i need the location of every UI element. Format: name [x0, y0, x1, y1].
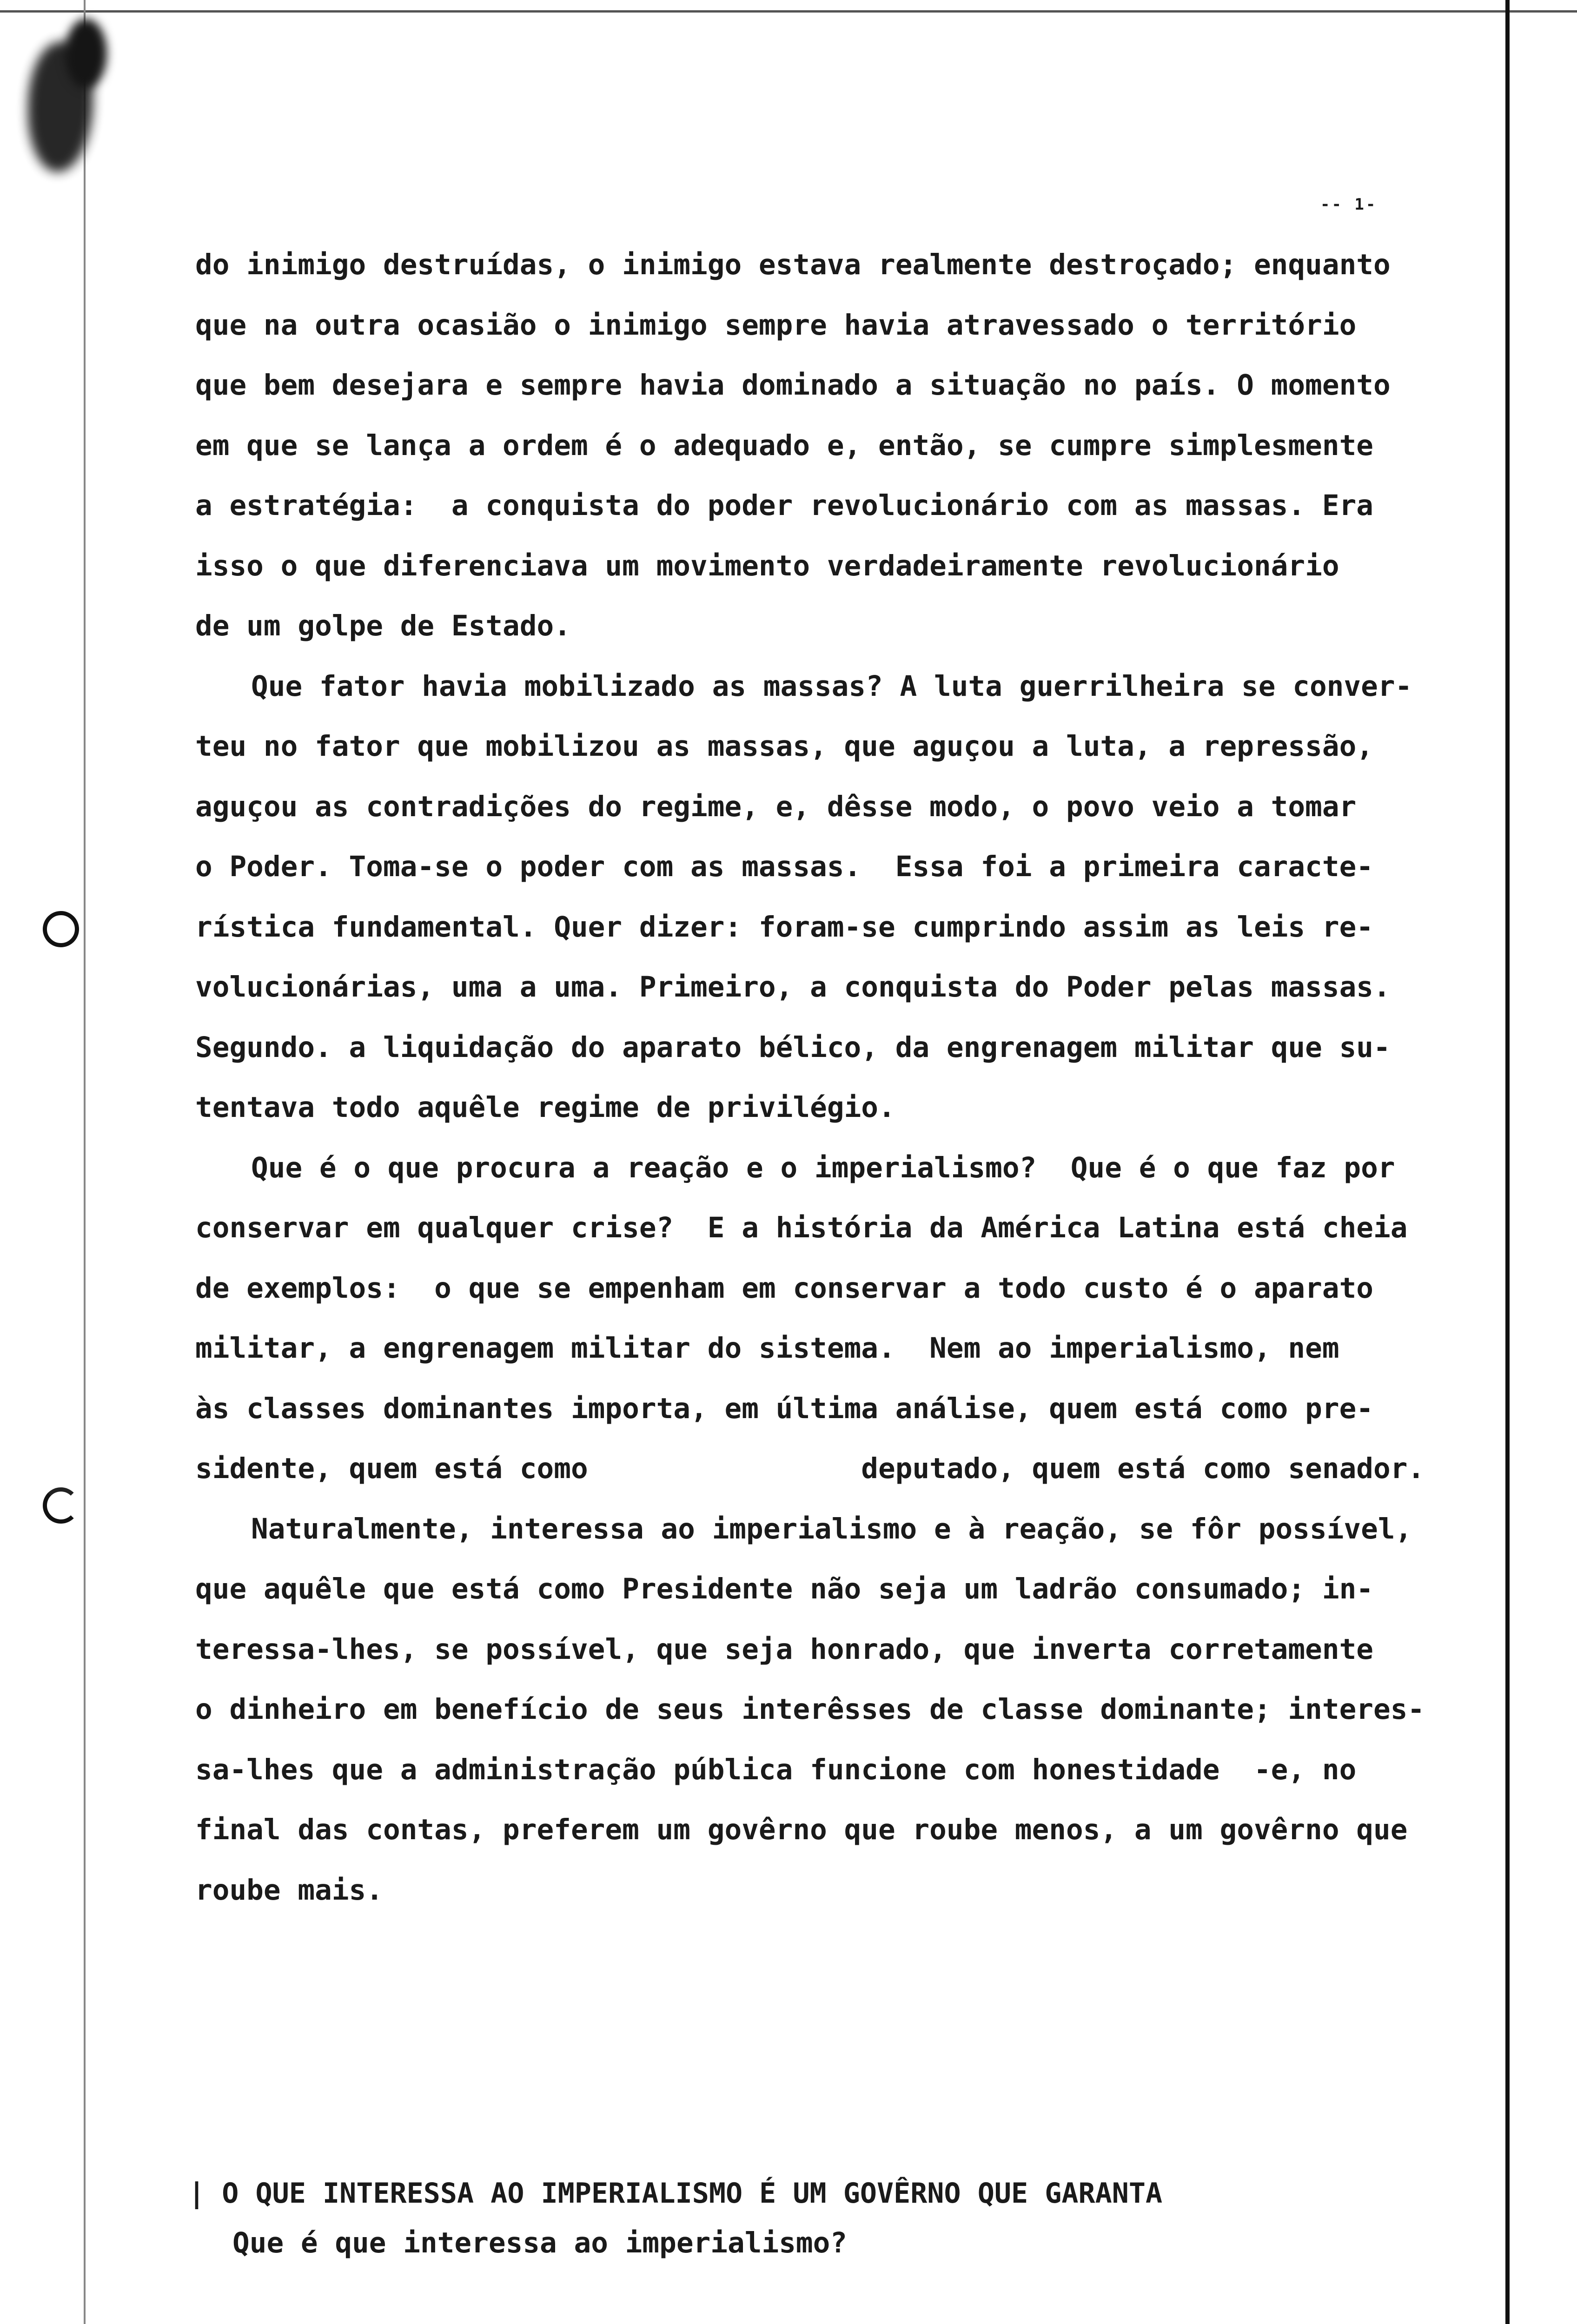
punch-hole-icon — [43, 1487, 79, 1524]
scan-edge-left — [84, 0, 86, 2324]
text-line: teu no fator que mobilizou as massas, que aguçou a luta, a repressão, — [195, 730, 1374, 763]
text-line: aguçou as contradições do regime, e, dêsse modo, o povo veio a tomar — [195, 790, 1357, 823]
text-line: militar, a engrenagem militar do sistema. Nem ao imperialismo, nem — [195, 1332, 1339, 1365]
text-line: final das contas, preferem um govêrno que roube menos, a um govêrno que — [195, 1813, 1408, 1846]
text-line: sa-lhes que a administração pública funcione com honestidade -e, no — [195, 1753, 1357, 1786]
text-line: que bem desejara e sempre havia dominado a situação no país. O momento — [195, 369, 1391, 402]
text-line: de exemplos: o que se empenham em conservar a todo custo é o aparato — [195, 1271, 1374, 1305]
text-line: do inimigo destruídas, o inimigo estava realmente destroçado; enquanto — [195, 248, 1391, 281]
text-line: de um golpe de Estado. — [195, 609, 571, 642]
body-text — [195, 235, 1530, 1920]
text-line: Que fator havia mobilizado as massas? A luta guerrilheira se conver- — [251, 669, 1412, 703]
text-line: Naturalmente, interessa ao imperialismo e à reação, se fôr possível, — [251, 1512, 1412, 1545]
text-line: volucionárias, uma a uma. Primeiro, a conquista do Poder pelas massas. — [195, 971, 1391, 1004]
text-line: que na outra ocasião o inimigo sempre havia atravessado o território — [195, 308, 1357, 342]
text-line: que aquêle que está como Presidente não seja um ladrão consumado; in- — [195, 1572, 1374, 1605]
text-line: o dinheiro em benefício de seus interêsses de classe dominante; interes- — [195, 1693, 1425, 1726]
heading-line: | O QUE INTERESSA AO IMPERIALISMO É UM GOVÊRNO QUE GARANTA — [188, 2177, 1163, 2210]
text-line: em que se lança a ordem é o adequado e, então, se cumpre simplesmente — [195, 429, 1374, 462]
scan-edge-top — [0, 10, 1577, 13]
punch-hole-icon — [43, 911, 79, 947]
text-line: o Poder. Toma-se o poder com as massas. Essa foi a primeira caracte- — [195, 850, 1374, 883]
text-line: tentava todo aquêle regime de privilégio. — [195, 1091, 895, 1124]
text-line: conservar em qualquer crise? E a história da América Latina está cheia — [195, 1211, 1408, 1244]
text-line: às classes dominantes importa, em última análise, quem está como pre- — [195, 1392, 1374, 1425]
section-heading — [188, 2043, 1162, 2324]
text-line: Que é o que procura a reação e o imperialismo? Que é o que faz por — [251, 1151, 1395, 1184]
text-line: teressa-lhes, se possível, que seja honrado, que inverta corretamente — [195, 1632, 1374, 1666]
text-line: a estratégia: a conquista do poder revolucionário com as massas. Era — [195, 489, 1374, 522]
question-text: Que é que interessa ao imperialismo? — [232, 2226, 848, 2259]
page-number: -- 1- — [1320, 195, 1378, 214]
text-line: rística fundamental. Quer dizer: foram-se cumprindo assim as leis re- — [195, 910, 1374, 944]
text-line: Segundo. a liquidação do aparato bélico, da engrenagem militar que su- — [195, 1030, 1391, 1064]
text-line: sidente, quem está como deputado, quem está como senador. — [195, 1452, 1425, 1485]
text-line: isso o que diferenciava um movimento verdadeiramente revolucionário — [195, 549, 1339, 582]
ink-blot-small — [65, 19, 107, 88]
text-line: roube mais. — [195, 1873, 383, 1907]
